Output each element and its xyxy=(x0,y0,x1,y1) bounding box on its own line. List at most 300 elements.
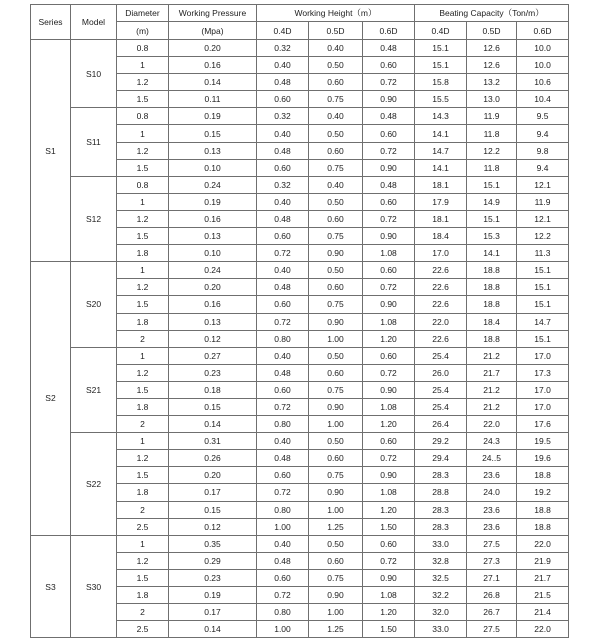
height-05d-cell: 0.60 xyxy=(309,279,363,296)
diameter-cell: 1.2 xyxy=(117,210,169,227)
height-06d-cell: 0.72 xyxy=(363,364,415,381)
diameter-cell: 1 xyxy=(117,262,169,279)
height-04d-cell: 0.60 xyxy=(257,381,309,398)
diameter-cell: 1.8 xyxy=(117,484,169,501)
diameter-cell: 2 xyxy=(117,501,169,518)
capacity-04d-cell: 14.1 xyxy=(415,125,467,142)
model-cell: S11 xyxy=(71,108,117,176)
height-04d-cell: 0.60 xyxy=(257,228,309,245)
height-05d-cell: 1.00 xyxy=(309,604,363,621)
capacity-05d-cell: 27.5 xyxy=(467,621,517,638)
capacity-05d-cell: 15.1 xyxy=(467,176,517,193)
pressure-cell: 0.16 xyxy=(169,296,257,313)
capacity-04d-cell: 28.8 xyxy=(415,484,467,501)
height-06d-cell: 0.90 xyxy=(363,91,415,108)
capacity-06d-cell: 12.2 xyxy=(517,228,569,245)
header-diameter-unit: (m) xyxy=(117,22,169,40)
header-height-06d: 0.6D xyxy=(363,22,415,40)
capacity-06d-cell: 17.0 xyxy=(517,381,569,398)
capacity-05d-cell: 11.8 xyxy=(467,159,517,176)
height-04d-cell: 0.72 xyxy=(257,484,309,501)
height-05d-cell: 1.25 xyxy=(309,518,363,535)
capacity-05d-cell: 23.6 xyxy=(467,518,517,535)
capacity-04d-cell: 22.0 xyxy=(415,313,467,330)
capacity-06d-cell: 9.4 xyxy=(517,159,569,176)
height-06d-cell: 1.08 xyxy=(363,398,415,415)
capacity-04d-cell: 15.1 xyxy=(415,57,467,74)
diameter-cell: 1.5 xyxy=(117,91,169,108)
capacity-05d-cell: 12.6 xyxy=(467,40,517,57)
capacity-05d-cell: 21.7 xyxy=(467,364,517,381)
capacity-06d-cell: 10.6 xyxy=(517,74,569,91)
capacity-06d-cell: 18.8 xyxy=(517,501,569,518)
diameter-cell: 1 xyxy=(117,347,169,364)
height-05d-cell: 0.40 xyxy=(309,108,363,125)
height-05d-cell: 0.50 xyxy=(309,347,363,364)
diameter-cell: 1 xyxy=(117,433,169,450)
height-06d-cell: 0.60 xyxy=(363,433,415,450)
capacity-06d-cell: 17.6 xyxy=(517,416,569,433)
capacity-06d-cell: 10.4 xyxy=(517,91,569,108)
height-05d-cell: 0.75 xyxy=(309,159,363,176)
header-series: Series xyxy=(31,5,71,40)
height-06d-cell: 0.48 xyxy=(363,40,415,57)
pressure-cell: 0.20 xyxy=(169,279,257,296)
capacity-04d-cell: 18.4 xyxy=(415,228,467,245)
capacity-05d-cell: 21.2 xyxy=(467,347,517,364)
capacity-04d-cell: 32.5 xyxy=(415,569,467,586)
capacity-04d-cell: 25.4 xyxy=(415,381,467,398)
diameter-cell: 1.8 xyxy=(117,313,169,330)
height-04d-cell: 0.48 xyxy=(257,74,309,91)
header-working-height: Working Height（m） xyxy=(257,5,415,22)
height-04d-cell: 0.32 xyxy=(257,108,309,125)
height-05d-cell: 0.50 xyxy=(309,535,363,552)
height-06d-cell: 0.90 xyxy=(363,381,415,398)
height-04d-cell: 0.32 xyxy=(257,40,309,57)
height-04d-cell: 0.60 xyxy=(257,569,309,586)
capacity-05d-cell: 23.6 xyxy=(467,501,517,518)
capacity-04d-cell: 22.6 xyxy=(415,279,467,296)
capacity-04d-cell: 22.6 xyxy=(415,330,467,347)
pressure-cell: 0.15 xyxy=(169,501,257,518)
height-04d-cell: 0.48 xyxy=(257,142,309,159)
capacity-05d-cell: 24..5 xyxy=(467,450,517,467)
height-06d-cell: 1.20 xyxy=(363,330,415,347)
capacity-04d-cell: 28.3 xyxy=(415,467,467,484)
capacity-06d-cell: 19.2 xyxy=(517,484,569,501)
height-04d-cell: 0.40 xyxy=(257,262,309,279)
height-04d-cell: 0.48 xyxy=(257,450,309,467)
diameter-cell: 1 xyxy=(117,57,169,74)
height-06d-cell: 1.08 xyxy=(363,484,415,501)
capacity-05d-cell: 15.1 xyxy=(467,210,517,227)
height-05d-cell: 0.60 xyxy=(309,74,363,91)
height-06d-cell: 1.20 xyxy=(363,604,415,621)
height-04d-cell: 1.00 xyxy=(257,518,309,535)
header-height-04d: 0.4D xyxy=(257,22,309,40)
height-05d-cell: 0.75 xyxy=(309,296,363,313)
capacity-05d-cell: 14.9 xyxy=(467,193,517,210)
capacity-04d-cell: 28.3 xyxy=(415,501,467,518)
diameter-cell: 1 xyxy=(117,535,169,552)
height-04d-cell: 0.80 xyxy=(257,604,309,621)
pressure-cell: 0.10 xyxy=(169,159,257,176)
height-05d-cell: 0.75 xyxy=(309,381,363,398)
height-05d-cell: 0.75 xyxy=(309,91,363,108)
diameter-cell: 1.8 xyxy=(117,398,169,415)
diameter-cell: 1.5 xyxy=(117,159,169,176)
capacity-04d-cell: 25.4 xyxy=(415,347,467,364)
capacity-05d-cell: 13.2 xyxy=(467,74,517,91)
height-06d-cell: 0.48 xyxy=(363,176,415,193)
capacity-04d-cell: 33.0 xyxy=(415,535,467,552)
capacity-05d-cell: 26.7 xyxy=(467,604,517,621)
diameter-cell: 1.2 xyxy=(117,142,169,159)
capacity-06d-cell: 18.8 xyxy=(517,467,569,484)
diameter-cell: 0.8 xyxy=(117,108,169,125)
pressure-cell: 0.11 xyxy=(169,91,257,108)
capacity-04d-cell: 26.0 xyxy=(415,364,467,381)
diameter-cell: 1.5 xyxy=(117,569,169,586)
pressure-cell: 0.13 xyxy=(169,228,257,245)
height-06d-cell: 0.60 xyxy=(363,535,415,552)
capacity-06d-cell: 12.1 xyxy=(517,210,569,227)
pressure-cell: 0.14 xyxy=(169,74,257,91)
height-05d-cell: 0.60 xyxy=(309,142,363,159)
capacity-04d-cell: 18.1 xyxy=(415,210,467,227)
pressure-cell: 0.27 xyxy=(169,347,257,364)
capacity-05d-cell: 27.1 xyxy=(467,569,517,586)
diameter-cell: 1 xyxy=(117,193,169,210)
capacity-06d-cell: 21.9 xyxy=(517,552,569,569)
height-06d-cell: 0.60 xyxy=(363,347,415,364)
height-05d-cell: 1.00 xyxy=(309,501,363,518)
diameter-cell: 1.2 xyxy=(117,450,169,467)
model-cell: S12 xyxy=(71,176,117,261)
height-05d-cell: 0.50 xyxy=(309,193,363,210)
capacity-06d-cell: 15.1 xyxy=(517,279,569,296)
table-row xyxy=(31,347,569,364)
height-04d-cell: 0.80 xyxy=(257,501,309,518)
capacity-05d-cell: 18.8 xyxy=(467,262,517,279)
capacity-06d-cell: 22.0 xyxy=(517,621,569,638)
pressure-cell: 0.18 xyxy=(169,381,257,398)
pressure-cell: 0.24 xyxy=(169,176,257,193)
height-05d-cell: 0.50 xyxy=(309,433,363,450)
pressure-cell: 0.12 xyxy=(169,330,257,347)
capacity-06d-cell: 17.3 xyxy=(517,364,569,381)
capacity-05d-cell: 26.8 xyxy=(467,587,517,604)
height-05d-cell: 0.75 xyxy=(309,228,363,245)
capacity-06d-cell: 9.4 xyxy=(517,125,569,142)
capacity-04d-cell: 28.3 xyxy=(415,518,467,535)
pressure-cell: 0.16 xyxy=(169,57,257,74)
capacity-06d-cell: 15.1 xyxy=(517,262,569,279)
height-05d-cell: 1.00 xyxy=(309,416,363,433)
height-04d-cell: 0.80 xyxy=(257,330,309,347)
capacity-04d-cell: 32.0 xyxy=(415,604,467,621)
height-05d-cell: 0.60 xyxy=(309,364,363,381)
height-06d-cell: 1.08 xyxy=(363,587,415,604)
pressure-cell: 0.17 xyxy=(169,484,257,501)
header-pressure: Working Pressure xyxy=(169,5,257,22)
height-06d-cell: 0.72 xyxy=(363,279,415,296)
diameter-cell: 0.8 xyxy=(117,40,169,57)
pressure-cell: 0.10 xyxy=(169,245,257,262)
height-05d-cell: 0.60 xyxy=(309,450,363,467)
height-04d-cell: 1.00 xyxy=(257,621,309,638)
capacity-05d-cell: 12.2 xyxy=(467,142,517,159)
height-06d-cell: 0.90 xyxy=(363,296,415,313)
capacity-05d-cell: 24.3 xyxy=(467,433,517,450)
pressure-cell: 0.35 xyxy=(169,535,257,552)
capacity-04d-cell: 17.0 xyxy=(415,245,467,262)
capacity-06d-cell: 9.5 xyxy=(517,108,569,125)
capacity-06d-cell: 21.4 xyxy=(517,604,569,621)
table-row xyxy=(31,535,569,552)
diameter-cell: 2 xyxy=(117,416,169,433)
diameter-cell: 1.5 xyxy=(117,467,169,484)
capacity-06d-cell: 9.8 xyxy=(517,142,569,159)
capacity-04d-cell: 17.9 xyxy=(415,193,467,210)
height-04d-cell: 0.40 xyxy=(257,57,309,74)
header-diameter: Diameter xyxy=(117,5,169,22)
pressure-cell: 0.16 xyxy=(169,210,257,227)
height-05d-cell: 0.75 xyxy=(309,569,363,586)
height-05d-cell: 0.50 xyxy=(309,57,363,74)
height-06d-cell: 1.50 xyxy=(363,518,415,535)
capacity-04d-cell: 33.0 xyxy=(415,621,467,638)
model-cell: S10 xyxy=(71,40,117,108)
pressure-cell: 0.15 xyxy=(169,125,257,142)
capacity-06d-cell: 17.0 xyxy=(517,347,569,364)
height-04d-cell: 0.32 xyxy=(257,176,309,193)
diameter-cell: 1.2 xyxy=(117,364,169,381)
capacity-05d-cell: 12.6 xyxy=(467,57,517,74)
header-capacity: Beating Capacity（Ton/m） xyxy=(415,5,569,22)
height-06d-cell: 0.90 xyxy=(363,467,415,484)
capacity-05d-cell: 21.2 xyxy=(467,398,517,415)
spec-table-wrapper xyxy=(30,4,568,638)
height-06d-cell: 0.60 xyxy=(363,193,415,210)
pressure-cell: 0.29 xyxy=(169,552,257,569)
height-04d-cell: 0.40 xyxy=(257,433,309,450)
capacity-06d-cell: 15.1 xyxy=(517,296,569,313)
capacity-04d-cell: 14.3 xyxy=(415,108,467,125)
capacity-04d-cell: 26.4 xyxy=(415,416,467,433)
pressure-cell: 0.13 xyxy=(169,313,257,330)
capacity-06d-cell: 15.1 xyxy=(517,330,569,347)
capacity-06d-cell: 22.0 xyxy=(517,535,569,552)
pressure-cell: 0.13 xyxy=(169,142,257,159)
height-06d-cell: 1.20 xyxy=(363,416,415,433)
height-05d-cell: 0.50 xyxy=(309,262,363,279)
height-04d-cell: 0.72 xyxy=(257,313,309,330)
pressure-cell: 0.20 xyxy=(169,467,257,484)
capacity-05d-cell: 24.0 xyxy=(467,484,517,501)
capacity-06d-cell: 17.0 xyxy=(517,398,569,415)
height-06d-cell: 0.72 xyxy=(363,74,415,91)
capacity-04d-cell: 14.1 xyxy=(415,159,467,176)
diameter-cell: 1 xyxy=(117,125,169,142)
height-04d-cell: 0.40 xyxy=(257,193,309,210)
height-04d-cell: 0.60 xyxy=(257,296,309,313)
height-06d-cell: 0.72 xyxy=(363,450,415,467)
height-06d-cell: 1.08 xyxy=(363,313,415,330)
diameter-cell: 2 xyxy=(117,330,169,347)
capacity-04d-cell: 25.4 xyxy=(415,398,467,415)
height-05d-cell: 0.50 xyxy=(309,125,363,142)
height-06d-cell: 1.20 xyxy=(363,501,415,518)
diameter-cell: 1.2 xyxy=(117,74,169,91)
header-capacity-05d: 0.5D xyxy=(467,22,517,40)
height-06d-cell: 0.48 xyxy=(363,108,415,125)
pressure-cell: 0.31 xyxy=(169,433,257,450)
capacity-04d-cell: 15.1 xyxy=(415,40,467,57)
pressure-cell: 0.23 xyxy=(169,569,257,586)
table-row xyxy=(31,262,569,279)
capacity-05d-cell: 21.2 xyxy=(467,381,517,398)
height-05d-cell: 0.90 xyxy=(309,313,363,330)
table-row xyxy=(31,433,569,450)
height-06d-cell: 1.50 xyxy=(363,621,415,638)
diameter-cell: 2.5 xyxy=(117,518,169,535)
table-row xyxy=(31,176,569,193)
height-06d-cell: 0.90 xyxy=(363,159,415,176)
capacity-05d-cell: 18.8 xyxy=(467,279,517,296)
height-06d-cell: 0.72 xyxy=(363,142,415,159)
height-04d-cell: 0.40 xyxy=(257,535,309,552)
height-04d-cell: 0.80 xyxy=(257,416,309,433)
diameter-cell: 1.5 xyxy=(117,228,169,245)
height-04d-cell: 0.72 xyxy=(257,587,309,604)
height-05d-cell: 0.90 xyxy=(309,587,363,604)
height-04d-cell: 0.48 xyxy=(257,279,309,296)
height-05d-cell: 0.40 xyxy=(309,176,363,193)
pressure-cell: 0.23 xyxy=(169,364,257,381)
pressure-cell: 0.15 xyxy=(169,398,257,415)
diameter-cell: 2.5 xyxy=(117,621,169,638)
model-cell: S22 xyxy=(71,433,117,536)
height-06d-cell: 0.72 xyxy=(363,210,415,227)
capacity-05d-cell: 23.6 xyxy=(467,467,517,484)
table-row xyxy=(31,108,569,125)
capacity-04d-cell: 14.7 xyxy=(415,142,467,159)
height-04d-cell: 0.72 xyxy=(257,398,309,415)
height-06d-cell: 1.08 xyxy=(363,245,415,262)
height-05d-cell: 0.90 xyxy=(309,398,363,415)
height-06d-cell: 0.60 xyxy=(363,262,415,279)
pressure-cell: 0.26 xyxy=(169,450,257,467)
capacity-06d-cell: 19.6 xyxy=(517,450,569,467)
height-04d-cell: 0.40 xyxy=(257,347,309,364)
height-04d-cell: 0.60 xyxy=(257,159,309,176)
diameter-cell: 1.5 xyxy=(117,296,169,313)
capacity-04d-cell: 22.6 xyxy=(415,262,467,279)
model-cell: S20 xyxy=(71,262,117,347)
height-04d-cell: 0.48 xyxy=(257,210,309,227)
height-04d-cell: 0.40 xyxy=(257,125,309,142)
diameter-cell: 1.8 xyxy=(117,245,169,262)
capacity-05d-cell: 27.5 xyxy=(467,535,517,552)
header-height-05d: 0.5D xyxy=(309,22,363,40)
pressure-cell: 0.14 xyxy=(169,621,257,638)
header-pressure-unit: (Mpa) xyxy=(169,22,257,40)
pressure-cell: 0.12 xyxy=(169,518,257,535)
model-cell: S30 xyxy=(71,535,117,638)
capacity-06d-cell: 18.8 xyxy=(517,518,569,535)
capacity-04d-cell: 15.8 xyxy=(415,74,467,91)
capacity-04d-cell: 22.6 xyxy=(415,296,467,313)
capacity-04d-cell: 29.4 xyxy=(415,450,467,467)
capacity-06d-cell: 19.5 xyxy=(517,433,569,450)
diameter-cell: 1.2 xyxy=(117,279,169,296)
series-cell: S1 xyxy=(31,40,71,262)
pressure-cell: 0.24 xyxy=(169,262,257,279)
pressure-cell: 0.19 xyxy=(169,587,257,604)
height-05d-cell: 1.00 xyxy=(309,330,363,347)
capacity-05d-cell: 14.1 xyxy=(467,245,517,262)
pressure-cell: 0.19 xyxy=(169,108,257,125)
capacity-05d-cell: 18.8 xyxy=(467,330,517,347)
pressure-cell: 0.14 xyxy=(169,416,257,433)
model-cell: S21 xyxy=(71,347,117,432)
height-05d-cell: 0.60 xyxy=(309,552,363,569)
capacity-06d-cell: 21.7 xyxy=(517,569,569,586)
capacity-06d-cell: 11.9 xyxy=(517,193,569,210)
capacity-05d-cell: 11.8 xyxy=(467,125,517,142)
pressure-cell: 0.19 xyxy=(169,193,257,210)
diameter-cell: 1.2 xyxy=(117,552,169,569)
capacity-06d-cell: 14.7 xyxy=(517,313,569,330)
diameter-cell: 2 xyxy=(117,604,169,621)
height-06d-cell: 0.90 xyxy=(363,228,415,245)
height-05d-cell: 1.25 xyxy=(309,621,363,638)
series-cell: S2 xyxy=(31,262,71,536)
header-model: Model xyxy=(71,5,117,40)
height-05d-cell: 0.90 xyxy=(309,245,363,262)
series-cell: S3 xyxy=(31,535,71,638)
height-04d-cell: 0.72 xyxy=(257,245,309,262)
height-06d-cell: 0.60 xyxy=(363,57,415,74)
capacity-04d-cell: 29.2 xyxy=(415,433,467,450)
capacity-06d-cell: 11.3 xyxy=(517,245,569,262)
height-06d-cell: 0.90 xyxy=(363,569,415,586)
capacity-05d-cell: 22.0 xyxy=(467,416,517,433)
capacity-05d-cell: 18.8 xyxy=(467,296,517,313)
height-06d-cell: 0.60 xyxy=(363,125,415,142)
capacity-05d-cell: 18.4 xyxy=(467,313,517,330)
height-04d-cell: 0.48 xyxy=(257,552,309,569)
height-04d-cell: 0.60 xyxy=(257,467,309,484)
capacity-05d-cell: 13.0 xyxy=(467,91,517,108)
capacity-05d-cell: 27.3 xyxy=(467,552,517,569)
capacity-06d-cell: 21.5 xyxy=(517,587,569,604)
capacity-06d-cell: 10.0 xyxy=(517,57,569,74)
capacity-04d-cell: 32.2 xyxy=(415,587,467,604)
capacity-04d-cell: 32.8 xyxy=(415,552,467,569)
spec-table xyxy=(30,4,569,638)
table-row xyxy=(31,40,569,57)
header-capacity-04d: 0.4D xyxy=(415,22,467,40)
height-04d-cell: 0.48 xyxy=(257,364,309,381)
pressure-cell: 0.17 xyxy=(169,604,257,621)
diameter-cell: 1.8 xyxy=(117,587,169,604)
pressure-cell: 0.20 xyxy=(169,40,257,57)
capacity-04d-cell: 15.5 xyxy=(415,91,467,108)
capacity-05d-cell: 11.9 xyxy=(467,108,517,125)
